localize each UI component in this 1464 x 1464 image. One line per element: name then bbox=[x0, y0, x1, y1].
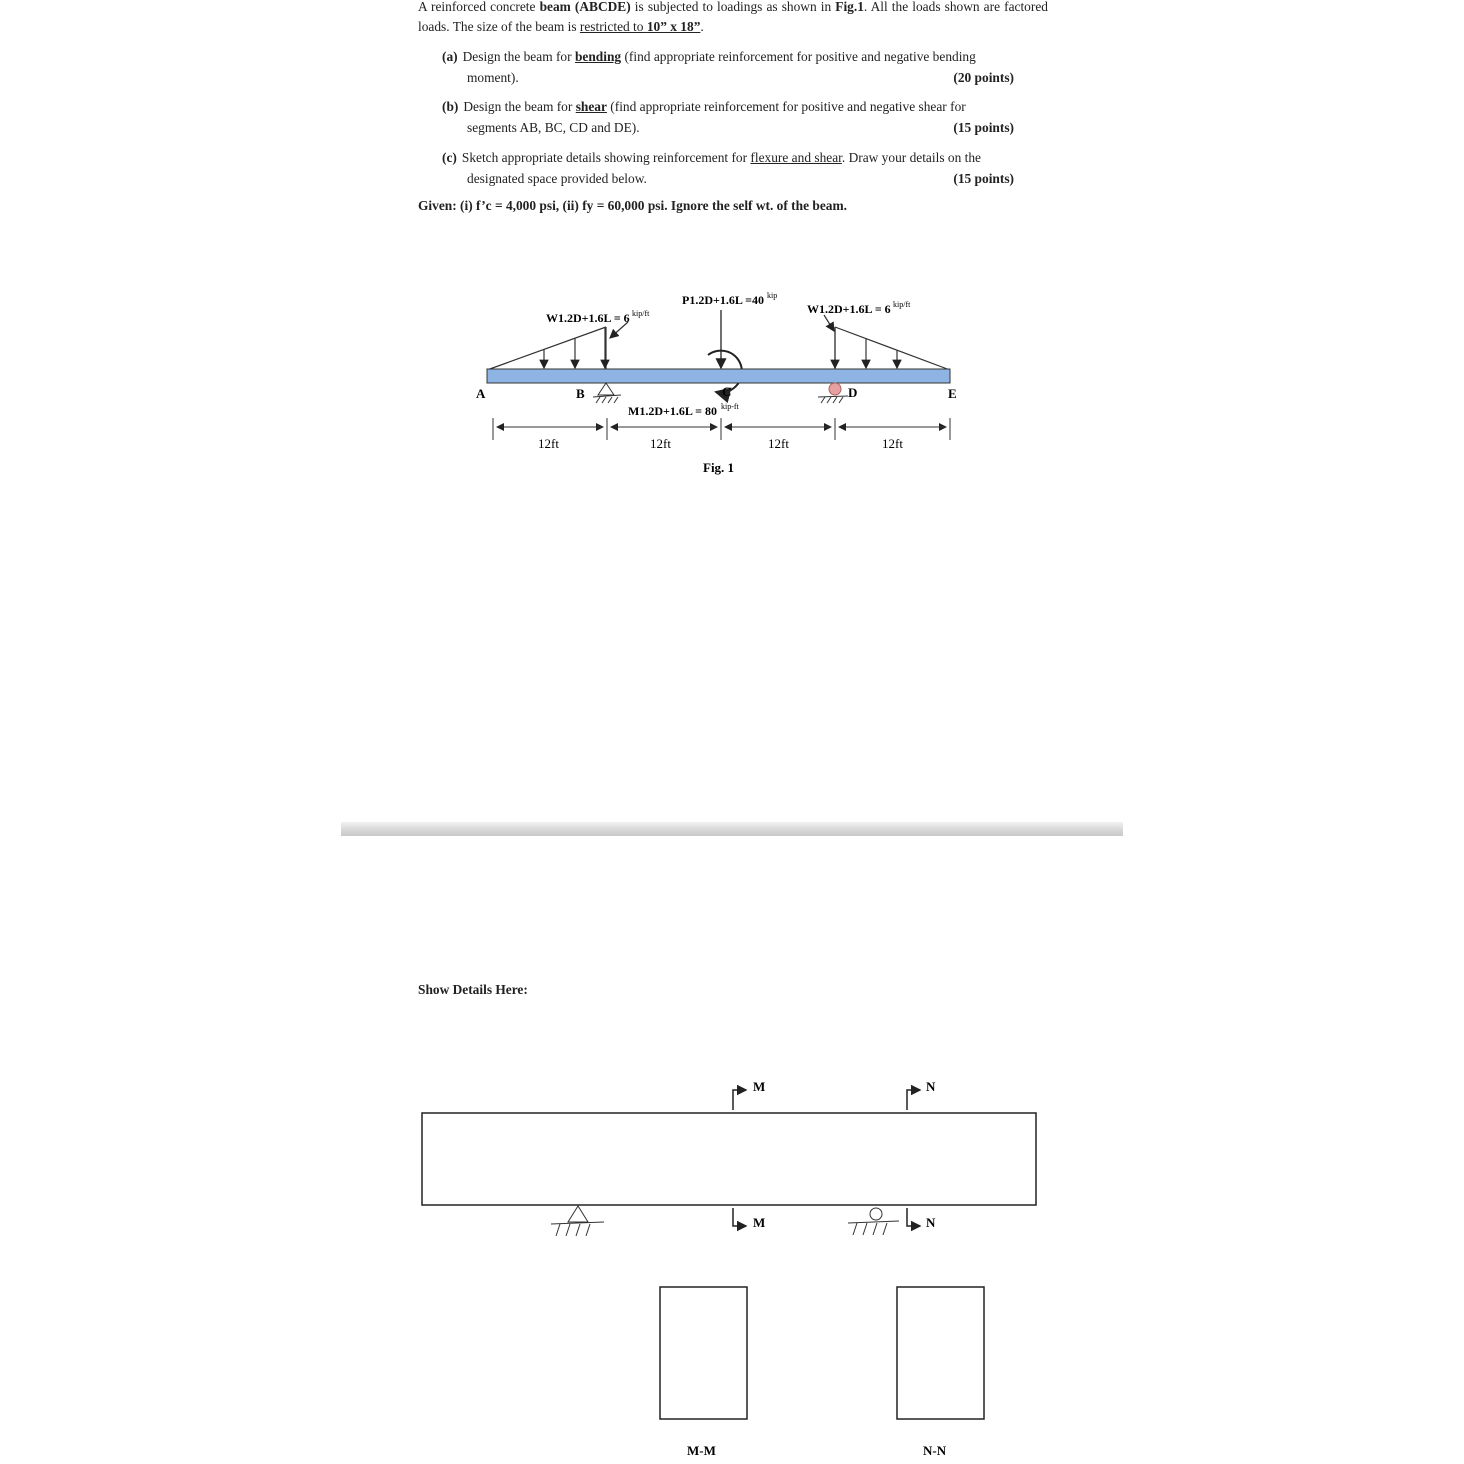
section-m-m-label: M-M bbox=[687, 1443, 716, 1458]
left-load-unit: kip/ft bbox=[632, 309, 650, 318]
cut-m-bottom-label: M bbox=[753, 1215, 766, 1230]
details-sketch bbox=[0, 1060, 1464, 1464]
point-load-label: P1.2D+1.6L =40 bbox=[682, 293, 765, 307]
section-m-m-box bbox=[660, 1287, 747, 1419]
cut-n-top-label: N bbox=[926, 1079, 936, 1094]
right-load-unit: kip/ft bbox=[893, 300, 911, 309]
cut-n-bottom-label: N bbox=[926, 1215, 936, 1230]
point-a-label: A bbox=[476, 386, 486, 401]
question-a: (a) Design the beam for bending (find appropriate reinforcement for positive and negative bending moment). (20 points) bbox=[442, 49, 1014, 85]
point-d-label: D bbox=[848, 385, 858, 400]
point-c-label: C bbox=[722, 384, 732, 399]
intro-paragraph: A reinforced concrete beam (ABCDE) is subjected to loadings as shown in Fig.1. All the loads shown are factored loads. The size of the beam is restricted to 10” x 18”. bbox=[418, 0, 1048, 34]
beam-elevation bbox=[422, 1113, 1036, 1205]
right-load-label: W1.2D+1.6L = 6 bbox=[807, 302, 891, 316]
moment-label: M1.2D+1.6L = 80 bbox=[628, 404, 718, 418]
point-b-label: B bbox=[576, 386, 585, 401]
right-distributed-load bbox=[824, 315, 950, 370]
section-n-n-box bbox=[897, 1287, 984, 1419]
cut-m-top-label: M bbox=[753, 1079, 766, 1094]
page-divider bbox=[341, 822, 1123, 836]
moment-unit: kip-ft bbox=[721, 402, 739, 411]
given-data: Given: (i) f’c = 4,000 psi, (ii) fy = 60,000 psi. Ignore the self wt. of the beam. bbox=[418, 198, 847, 213]
point-e-label: E bbox=[948, 386, 957, 401]
figure-caption: Fig. 1 bbox=[703, 460, 735, 475]
pin-support-b bbox=[593, 383, 621, 403]
span-de-label: 12ft bbox=[882, 436, 903, 451]
section-n-n-label: N-N bbox=[923, 1443, 947, 1458]
question-c: (c) Sketch appropriate details showing reinforcement for flexure and shear. Draw your details on the designated space provided below. (15 points) bbox=[442, 150, 1014, 186]
roller-support-d bbox=[818, 383, 848, 403]
left-distributed-load bbox=[487, 322, 628, 370]
roller-support-sketch bbox=[848, 1208, 899, 1235]
beam-figure bbox=[0, 0, 1464, 500]
beam bbox=[487, 369, 950, 383]
left-load-label: W1.2D+1.6L = 6 bbox=[546, 311, 630, 325]
details-heading: Show Details Here: bbox=[418, 982, 528, 997]
question-b: (b) Design the beam for shear (find appropriate reinforcement for positive and negative shear for segments AB, BC, CD and DE). (15 points) bbox=[442, 99, 1014, 135]
pin-support-sketch bbox=[551, 1206, 604, 1236]
point-load-unit: kip bbox=[767, 291, 778, 300]
span-ab-label: 12ft bbox=[538, 436, 559, 451]
span-bc-label: 12ft bbox=[650, 436, 671, 451]
span-cd-label: 12ft bbox=[768, 436, 789, 451]
